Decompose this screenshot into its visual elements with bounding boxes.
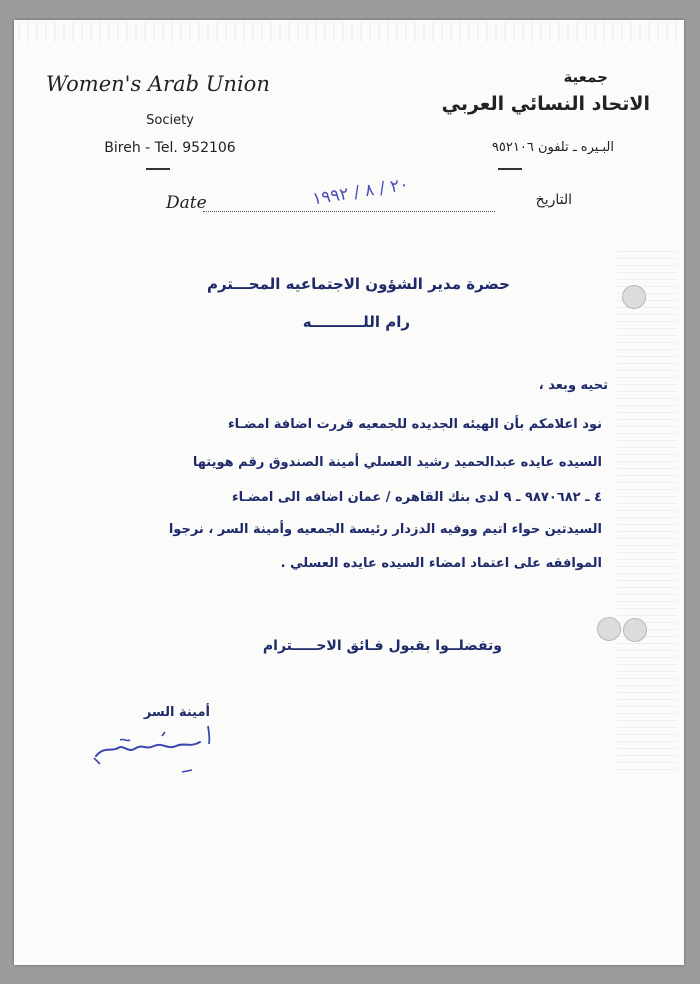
- punch-hole: [622, 285, 646, 309]
- org-society-arabic: جمعية: [563, 68, 608, 86]
- org-phone-arabic: البـيره ـ تلفون ٩٥٢١٠٦: [491, 140, 614, 155]
- photocopy-margin-noise: [617, 250, 677, 770]
- date-label-english: Date: [166, 193, 207, 213]
- date-line: [203, 211, 495, 212]
- org-name-english: Women's Arab Union: [46, 72, 270, 96]
- addressee-line-2: رام اللــــــــــه: [302, 313, 410, 331]
- org-phone-english: Bireh - Tel. 952106: [104, 140, 236, 156]
- addressee-line-1: حضرة مدير الشؤون الاجتماعيه المحـــترم: [206, 275, 510, 293]
- body-line: ٤ ـ ٩٨٧٠٦٨٢ ـ ٩ لدى بنك القاهره / عمان اضافه الى امضـاء: [232, 490, 602, 505]
- punch-hole: [597, 617, 621, 641]
- closing-line: وتفضلــوا بقبول فـائق الاحـــــترام: [262, 638, 502, 654]
- handwritten-signature-icon: [90, 718, 220, 780]
- body-line: السيدتين حواء اتيم ووفيه الدزدار رئيسة الجمعيه وأمينة السر ، نرجوا: [168, 522, 602, 537]
- org-society-english: Society: [146, 113, 194, 128]
- signer-title: أمينة السر: [143, 705, 210, 720]
- body-line: الموافقه على اعتماد امضاء السيده عايده العسلي .: [280, 556, 602, 571]
- letterhead-rule-right: [498, 168, 522, 170]
- greeting: تحيه وبعد ،: [538, 378, 608, 393]
- handwritten-date: ٢٠ / ٨ / ١٩٩٢: [311, 174, 410, 210]
- date-label-arabic: التاريخ: [535, 192, 572, 208]
- body-line: نود اعلامكم بأن الهيئه الجديده للجمعيه قررت اضافة امضـاء: [227, 417, 602, 432]
- body-line: السيده عايده عبدالحميد رشيد العسلي أمينة الصندوق رقم هويتها: [192, 455, 602, 470]
- photocopy-noise: [18, 22, 682, 42]
- letterhead-rule-left: [146, 168, 170, 170]
- punch-hole: [623, 618, 647, 642]
- org-name-arabic: الاتحاد النسائي العربي: [441, 93, 650, 115]
